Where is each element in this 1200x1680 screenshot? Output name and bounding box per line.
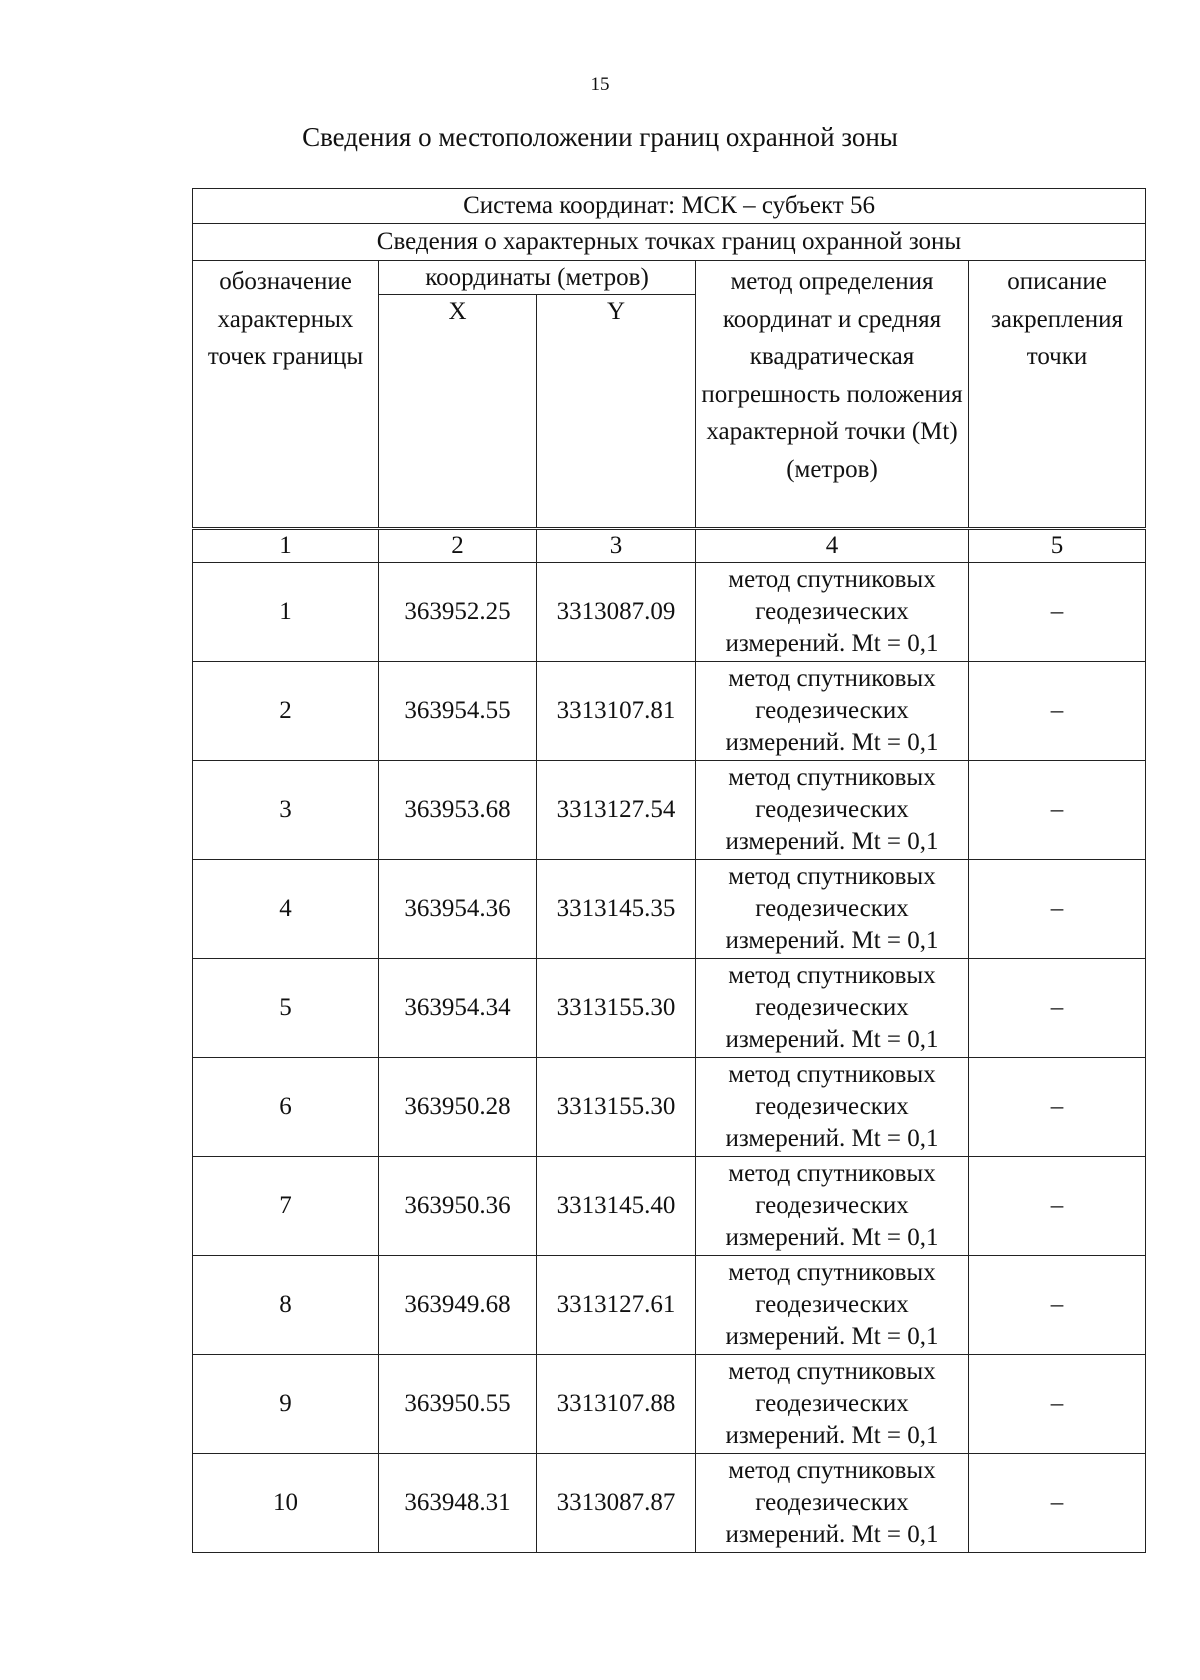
coordinate-system-title: Система координат: МСК – субъект 56 <box>193 189 1146 224</box>
cell-method: метод спутниковых геодезических измерений. Mt = 0,1 <box>696 662 969 761</box>
header-description: описание закрепления точки <box>969 261 1146 529</box>
table-subtitle-row <box>193 224 1146 261</box>
cell-point-number: 7 <box>193 1157 379 1256</box>
cell-description: – <box>969 1355 1146 1454</box>
cell-method: метод спутниковых геодезических измерений. Mt = 0,1 <box>696 860 969 959</box>
table-row <box>193 563 1146 662</box>
cell-y-coordinate: 3313087.87 <box>537 1454 696 1553</box>
cell-point-number: 1 <box>193 563 379 662</box>
document-title: Сведения о местоположении границ охранной зоны <box>302 122 898 152</box>
cell-description: – <box>969 761 1146 860</box>
table-row <box>193 662 1146 761</box>
table-row <box>193 1058 1146 1157</box>
column-number: 4 <box>696 529 969 563</box>
cell-x-coordinate: 363954.36 <box>379 860 537 959</box>
cell-y-coordinate: 3313155.30 <box>537 1058 696 1157</box>
cell-y-coordinate: 3313155.30 <box>537 959 696 1058</box>
table-row <box>193 1454 1146 1553</box>
header-coordinates: координаты (метров) <box>379 261 696 295</box>
header-method: метод определения координат и средняя квадратическая погрешность положения характерной точки (Mt) (метров) <box>696 261 969 529</box>
column-number: 5 <box>969 529 1146 563</box>
cell-point-number: 6 <box>193 1058 379 1157</box>
cell-point-number: 10 <box>193 1454 379 1553</box>
cell-y-coordinate: 3313107.81 <box>537 662 696 761</box>
cell-point-number: 5 <box>193 959 379 1058</box>
header-point-designation: обозначение характерных точек границы <box>193 261 379 529</box>
table-row <box>193 1355 1146 1454</box>
cell-description: – <box>969 662 1146 761</box>
cell-y-coordinate: 3313107.88 <box>537 1355 696 1454</box>
table-row <box>193 860 1146 959</box>
column-number-row <box>193 529 1146 563</box>
cell-description: – <box>969 1256 1146 1355</box>
cell-point-number: 3 <box>193 761 379 860</box>
header-y: Y <box>537 295 696 529</box>
page-number: 15 <box>590 74 610 95</box>
coordinates-table <box>192 188 1146 1553</box>
cell-point-number: 9 <box>193 1355 379 1454</box>
header-row <box>193 261 1146 295</box>
cell-method: метод спутниковых геодезических измерений. Mt = 0,1 <box>696 1157 969 1256</box>
table-title-row <box>193 189 1146 224</box>
cell-description: – <box>969 1454 1146 1553</box>
cell-description: – <box>969 959 1146 1058</box>
cell-x-coordinate: 363950.36 <box>379 1157 537 1256</box>
cell-method: метод спутниковых геодезических измерений. Mt = 0,1 <box>696 959 969 1058</box>
cell-y-coordinate: 3313127.54 <box>537 761 696 860</box>
cell-y-coordinate: 3313145.35 <box>537 860 696 959</box>
cell-x-coordinate: 363953.68 <box>379 761 537 860</box>
cell-point-number: 2 <box>193 662 379 761</box>
cell-method: метод спутниковых геодезических измерений. Mt = 0,1 <box>696 563 969 662</box>
table-row <box>193 761 1146 860</box>
cell-x-coordinate: 363952.25 <box>379 563 537 662</box>
table-subtitle: Сведения о характерных точках границ охранной зоны <box>193 224 1146 261</box>
cell-x-coordinate: 363950.28 <box>379 1058 537 1157</box>
cell-x-coordinate: 363948.31 <box>379 1454 537 1553</box>
cell-x-coordinate: 363950.55 <box>379 1355 537 1454</box>
cell-y-coordinate: 3313127.61 <box>537 1256 696 1355</box>
cell-x-coordinate: 363954.34 <box>379 959 537 1058</box>
table-row <box>193 1157 1146 1256</box>
cell-point-number: 8 <box>193 1256 379 1355</box>
cell-description: – <box>969 1058 1146 1157</box>
table-row <box>193 959 1146 1058</box>
column-number: 1 <box>193 529 379 563</box>
table-row <box>193 1256 1146 1355</box>
cell-description: – <box>969 563 1146 662</box>
cell-method: метод спутниковых геодезических измерений. Mt = 0,1 <box>696 1256 969 1355</box>
cell-x-coordinate: 363954.55 <box>379 662 537 761</box>
cell-point-number: 4 <box>193 860 379 959</box>
cell-x-coordinate: 363949.68 <box>379 1256 537 1355</box>
cell-method: метод спутниковых геодезических измерений. Mt = 0,1 <box>696 761 969 860</box>
cell-y-coordinate: 3313145.40 <box>537 1157 696 1256</box>
column-number: 2 <box>379 529 537 563</box>
cell-description: – <box>969 1157 1146 1256</box>
cell-method: метод спутниковых геодезических измерений. Mt = 0,1 <box>696 1058 969 1157</box>
cell-method: метод спутниковых геодезических измерений. Mt = 0,1 <box>696 1355 969 1454</box>
column-number: 3 <box>537 529 696 563</box>
cell-description: – <box>969 860 1146 959</box>
cell-y-coordinate: 3313087.09 <box>537 563 696 662</box>
cell-method: метод спутниковых геодезических измерений. Mt = 0,1 <box>696 1454 969 1553</box>
header-x: X <box>379 295 537 529</box>
